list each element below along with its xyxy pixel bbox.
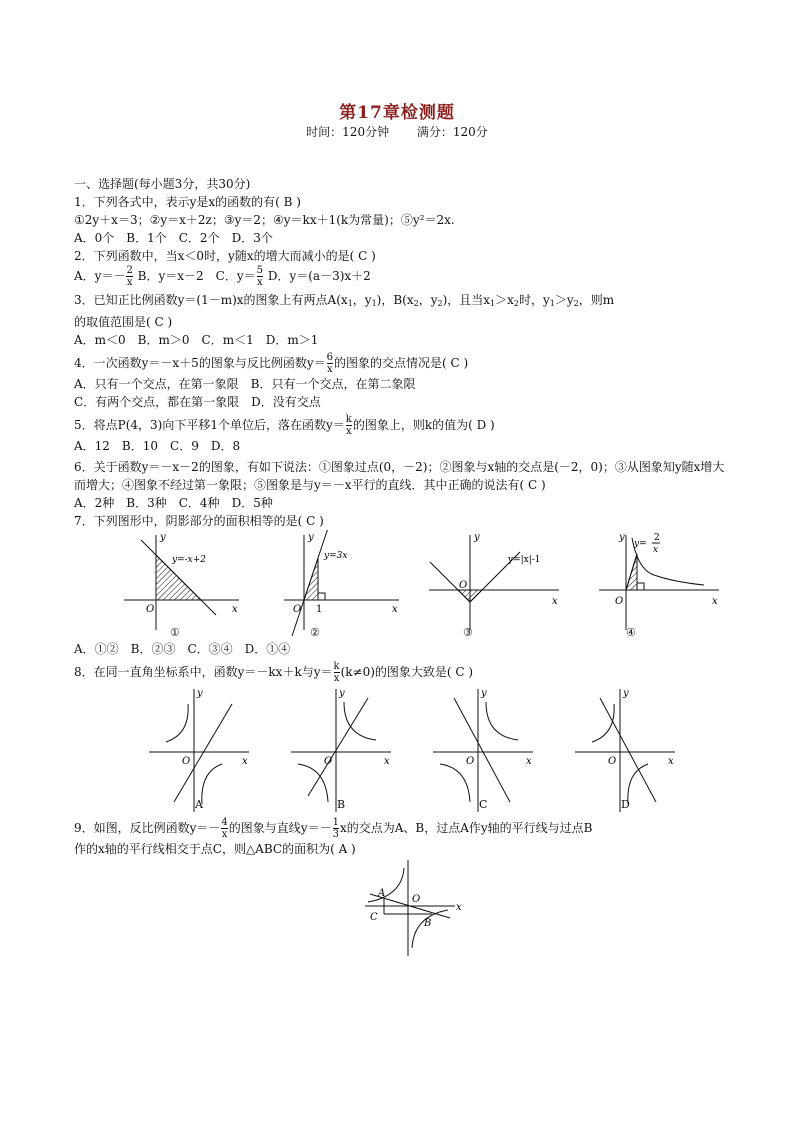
option-c-label: C: [479, 798, 488, 811]
time-limit: 时间：120分钟: [306, 125, 390, 139]
q3-text: 3．已知正比例函数y＝(1－m)x的图象上有两点A(x: [74, 293, 348, 307]
y-label: y: [160, 532, 166, 543]
fraction-denominator: x: [256, 277, 263, 288]
option-a-label: A: [195, 798, 203, 811]
section-heading: 一、选择题(每小题3分，共30分): [74, 177, 251, 191]
question-3-stem: [74, 291, 734, 313]
subscript: 2: [573, 299, 579, 308]
hyperbola-branch-right: [628, 764, 648, 804]
figure-3: [424, 530, 564, 640]
subscript: 1: [347, 299, 353, 308]
figure-2-label: ②: [310, 626, 320, 639]
q5-text: 的图象上，则k的值为( D ): [352, 418, 495, 432]
hyperbola-branch-left: [440, 764, 470, 802]
total-score: 满分：120分: [416, 125, 488, 139]
y-label: y: [308, 532, 314, 543]
x-label: x: [456, 902, 462, 913]
hyperbola-branch-right: [344, 702, 376, 740]
fraction-numerator: 4: [221, 817, 228, 828]
hyperbola-branch-right: [486, 702, 518, 740]
q9-text: 9．如图，反比例函数y＝－: [74, 821, 221, 835]
hyperbola-branch-left: [592, 704, 614, 742]
q3-text: ＞x: [495, 293, 514, 307]
q2-fraction-c: [257, 265, 263, 288]
y-label: y: [623, 688, 629, 699]
point-b-label: B: [424, 918, 432, 929]
graph-option-a: [144, 684, 254, 814]
hyperbola-branch-right: [202, 764, 222, 804]
subscript: 2: [513, 299, 519, 308]
q3-text: ，则m: [578, 293, 615, 307]
question-9-stem-cont: 作的x轴的平行线相交于点C，则△ABC的面积为( A ): [74, 842, 356, 856]
question-4-options-2: C．有两个交点，都在第一象限 D．没有交点: [74, 395, 321, 409]
q2-option-b: B．y＝x－2 C．y＝: [137, 269, 256, 283]
fraction-denominator: x: [326, 364, 333, 375]
hyperbola-branch-left: [298, 764, 328, 802]
question-7-options: A．①② B．②③ C．③④ D．①④: [74, 642, 291, 656]
line-graph: [454, 698, 510, 802]
q4-text: 的图象的交点情况是( C ): [333, 356, 469, 370]
q9-fraction-1: [221, 817, 227, 840]
line-graph: [292, 530, 328, 636]
option-b-label: B: [337, 798, 346, 811]
question-6-stem: 6．关于函数y＝－x－2的图象，有如下说法：①图象过点(0，－2)；②图象与x轴的交点是(－2，0)；③从图象知y随x增大而增大；④图象不经过第一象限；⑤图象是与y＝－x平行的直线．其中正确的说法有( C ): [74, 460, 725, 492]
graph-option-c: [428, 684, 538, 814]
equation-label: y=: [634, 539, 647, 549]
shaded-region: [458, 590, 482, 602]
question-2-options: [74, 265, 734, 288]
point-a-label: A: [378, 888, 386, 899]
q8-text: (k≠0)的图象大致是( C ): [340, 665, 474, 679]
tick-label: 1: [316, 604, 323, 615]
question-8-stem: [74, 661, 734, 684]
subscript: 1: [490, 299, 496, 308]
point-c-label: C: [370, 912, 378, 923]
question-3-options: A．m＜0 B．m＞0 C．m＜1 D．m＞1: [74, 333, 319, 347]
right-angle-mark: [637, 583, 644, 590]
question-list: [74, 175, 734, 953]
origin-label: O: [182, 756, 191, 767]
origin-label: O: [466, 756, 475, 767]
q9-fraction-2: [333, 817, 339, 840]
equation-label: y=3x: [324, 551, 348, 561]
graph-option-d: [570, 684, 680, 814]
question-1-expressions: ①2y＋x＝3；②y＝x＋2z；③y＝2；④y＝kx＋1(k为常量)；⑤y²＝2x.: [74, 213, 455, 227]
origin-label: O: [608, 756, 617, 767]
fraction-numerator: 5: [256, 265, 263, 276]
q5-fraction: [346, 414, 352, 437]
question-5-stem: [74, 414, 734, 437]
exam-info: [0, 123, 794, 140]
option-d-label: D: [621, 798, 630, 811]
y-label: y: [197, 688, 203, 699]
q5-text: 5．将点P(4，3)向下平移1个单位后，落在函数y＝: [74, 418, 345, 432]
q3-text: ，y: [352, 293, 372, 307]
subscript: 2: [437, 299, 443, 308]
origin-label: O: [146, 604, 155, 615]
fraction-denominator: x: [333, 673, 340, 684]
fraction-numerator: k: [333, 661, 340, 672]
y-label: y: [481, 688, 487, 699]
q2-option-a: A．y＝－: [74, 269, 126, 283]
fraction-denominator: 3: [332, 829, 339, 840]
hyperbola-branch-left: [166, 704, 188, 742]
q3-text: ，y: [418, 293, 438, 307]
fraction-denominator: x: [126, 277, 133, 288]
y-label: y: [474, 532, 480, 543]
q3-text: 时，y: [519, 293, 550, 307]
subscript: 2: [413, 299, 419, 308]
figure-3-label: ③: [463, 626, 473, 639]
q2-option-d: D．y＝(a－3)x＋2: [267, 269, 371, 283]
q8-fraction: [334, 661, 340, 684]
fraction-numerator: k: [345, 414, 352, 425]
origin-label: O: [459, 580, 468, 591]
q3-text: )，B(x: [376, 293, 414, 307]
origin-label: O: [615, 596, 624, 607]
line-graph: [600, 698, 656, 802]
origin-label: O: [324, 756, 333, 767]
q2-fraction-a: [126, 265, 132, 288]
question-1-options: A．0个 B．1个 C．2个 D．3个: [74, 231, 273, 245]
figure-4: [594, 530, 724, 640]
q9-text: 的图象与直线y＝－: [228, 821, 332, 835]
triangle-figure: [360, 858, 470, 958]
figure-1-label: ①: [170, 626, 180, 639]
y-label: y: [339, 688, 345, 699]
question-7-stem: 7．下列图形中，阴影部分的面积相等的是( C ): [74, 514, 324, 528]
q8-text: 8．在同一直角坐标系中，函数y＝－kx＋k与y＝: [74, 665, 333, 679]
question-9-figure: [74, 858, 734, 953]
equation-label: y=|x|-1: [508, 555, 541, 565]
x-label: x: [242, 756, 248, 767]
question-1-stem: 1．下列各式中，表示y是x的函数的有( B ): [74, 195, 301, 209]
q9-text: x的交点为A、B，过点A作y轴的平行线与过点B: [339, 821, 593, 835]
line-graph: [308, 698, 368, 796]
x-label: x: [712, 596, 718, 607]
subscript: 1: [549, 299, 555, 308]
question-8-figures: [74, 684, 734, 814]
question-5-options: A．12 B．10 C．9 D．8: [74, 439, 241, 453]
question-6-options: A．2种 B．3种 C．4种 D．5种: [74, 496, 273, 510]
question-4-stem: [74, 352, 734, 375]
fraction-denominator: x: [221, 829, 228, 840]
fraction-numerator: 2: [126, 265, 133, 276]
x-label: x: [552, 596, 558, 607]
question-3-stem-cont: 的取值范围是( C ): [74, 315, 173, 329]
question-2-stem: 2．下列函数中，当x＜0时，y随x的增大而减小的是( C ): [74, 249, 376, 263]
figure-2: [274, 530, 404, 640]
y-label: y: [619, 532, 625, 543]
question-9-stem: [74, 817, 734, 840]
graph-option-b: [286, 684, 396, 814]
q4-fraction: [327, 352, 333, 375]
equation-denominator: x: [653, 545, 659, 555]
x-label: x: [392, 604, 398, 615]
question-4-options-1: A．只有一个交点，在第一象限 B．只有一个交点，在第二象限: [74, 377, 416, 391]
fraction-denominator: x: [345, 426, 352, 437]
page-title: 第17章检测题: [339, 103, 455, 123]
origin-label: O: [293, 604, 302, 615]
equation-label: y=-x+2: [172, 555, 207, 565]
q3-text: ＞y: [554, 293, 574, 307]
right-angle-mark: [318, 593, 325, 600]
fraction-numerator: 6: [326, 352, 333, 363]
question-7-figures: [74, 530, 734, 640]
x-label: x: [384, 756, 390, 767]
x-label: x: [232, 604, 238, 615]
origin-label: O: [412, 894, 421, 905]
q3-text: )，且当x: [442, 293, 491, 307]
x-label: x: [668, 756, 674, 767]
figure-4-label: ④: [626, 626, 636, 639]
fraction-numerator: 1: [332, 817, 339, 828]
subscript: 1: [371, 299, 377, 308]
hyperbola-branch-left: [368, 868, 404, 902]
equation-numerator: 2: [654, 533, 660, 543]
q4-text: 4．一次函数y＝－x＋5的图象与反比例函数y＝: [74, 356, 326, 370]
x-label: x: [526, 756, 532, 767]
